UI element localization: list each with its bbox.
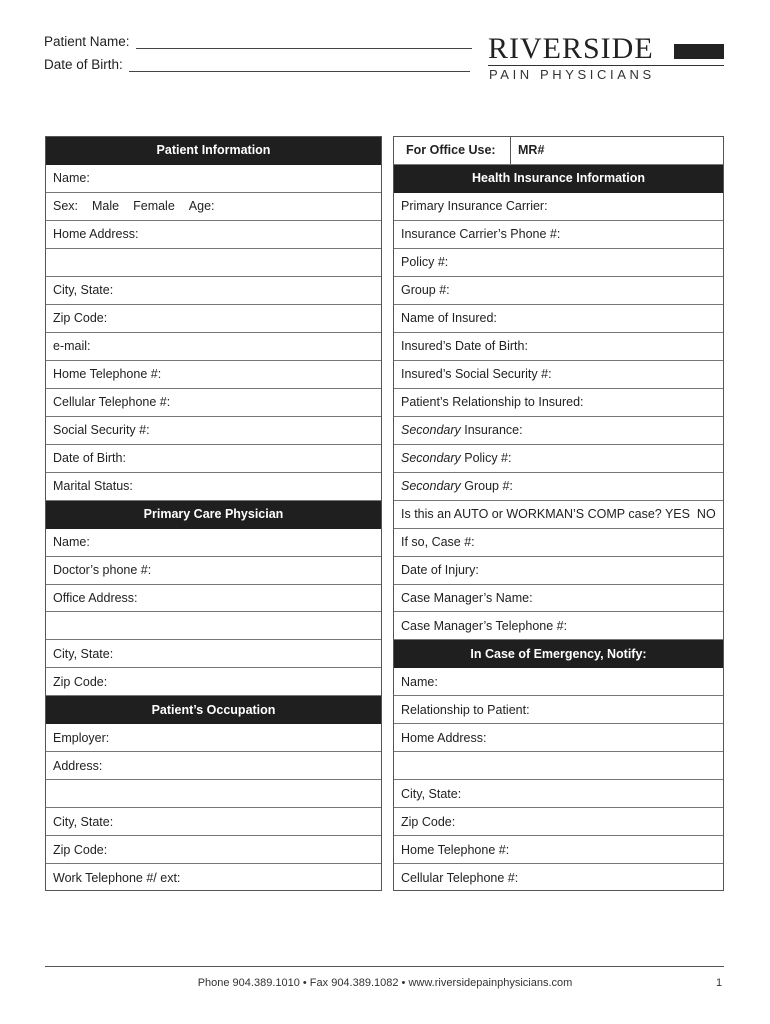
field-label: City, State: <box>53 283 114 298</box>
patient-name-line[interactable] <box>136 36 472 49</box>
sex-label: Sex: <box>53 199 79 214</box>
form-row-cellular-telephone[interactable] <box>46 389 381 417</box>
footer-contact: Phone 904.389.1010 • Fax 904.389.1082 • www.riversidepainphysicians.com <box>197 977 573 989</box>
field-label: Name: <box>53 535 90 550</box>
form-row-is-this-an-auto-or-workmans-comp-case-yes-no[interactable] <box>394 501 723 529</box>
form-row-city-state[interactable] <box>394 780 723 808</box>
form-row-group[interactable] <box>394 277 723 305</box>
form-row-home-telephone[interactable] <box>394 836 723 864</box>
form-row-insureds-date-of-birth[interactable] <box>394 333 723 361</box>
field-label: Insured’s Social Security #: <box>401 367 552 382</box>
field-label: Name: <box>401 674 438 689</box>
logo-title: RIVERSIDE <box>488 32 654 65</box>
form-row-name-of-insured[interactable] <box>394 305 723 333</box>
field-label: Doctor’s phone #: <box>53 563 152 578</box>
date-of-birth-label: Date of Birth: <box>44 57 123 72</box>
form-row-doctors-phone[interactable] <box>46 557 381 585</box>
date-of-birth-line[interactable] <box>129 59 470 72</box>
field-label: Date of Injury: <box>401 563 479 578</box>
mr-number-label: MR# <box>518 143 545 158</box>
section-header-in-case-of-emergency-notify: In Case of Emergency, Notify: <box>394 640 723 668</box>
date-of-birth-field[interactable] <box>44 57 470 72</box>
field-label: Policy #: <box>460 451 512 466</box>
field-label: Date of Birth: <box>53 451 126 466</box>
form-row-office-address[interactable] <box>46 585 381 613</box>
field-label: City, State: <box>401 786 462 801</box>
field-label: Is this an AUTO or WORKMAN’S COMP case? YES NO <box>401 507 716 522</box>
field-label: Zip Code: <box>401 814 456 829</box>
field-label: Home Address: <box>53 227 139 242</box>
footer-rule <box>45 966 724 967</box>
field-label: Zip Code: <box>53 674 108 689</box>
form-row-zip-code[interactable] <box>46 305 381 333</box>
field-label: City, State: <box>53 646 114 661</box>
form-row-secondary-group[interactable] <box>394 473 723 501</box>
age-label: Age: <box>188 199 215 214</box>
secondary-label: Secondary <box>401 479 461 494</box>
field-label: Group #: <box>401 283 450 298</box>
section-header-primary-care-physician: Primary Care Physician <box>46 501 381 529</box>
form-row-date-of-injury[interactable] <box>394 557 723 585</box>
field-label: Case Manager’s Name: <box>401 590 533 605</box>
patient-name-label: Patient Name: <box>44 34 130 49</box>
field-label: Office Address: <box>53 590 138 605</box>
form-row-blank[interactable] <box>46 780 381 808</box>
form-row-blank[interactable] <box>46 612 381 640</box>
field-label: Work Telephone #/ ext: <box>53 871 181 886</box>
form-row-address[interactable] <box>46 752 381 780</box>
form-row-if-so-case[interactable] <box>394 529 723 557</box>
patient-name-field[interactable] <box>44 34 472 49</box>
form-row-secondary-insurance[interactable] <box>394 417 723 445</box>
field-label: Address: <box>53 758 103 773</box>
field-label: Insurance Carrier’s Phone #: <box>401 227 561 242</box>
logo-bar <box>674 44 724 59</box>
logo-subtitle: PAIN PHYSICIANS <box>489 67 655 82</box>
section-header-patient-information: Patient Information <box>46 137 381 165</box>
form-row-zip-code[interactable] <box>394 808 723 836</box>
field-label: If so, Case #: <box>401 535 475 550</box>
field-label: Insurance: <box>460 423 523 438</box>
field-label: Insured’s Date of Birth: <box>401 339 528 354</box>
form-row-e-mail[interactable] <box>46 333 381 361</box>
field-label: Cellular Telephone #: <box>53 395 171 410</box>
form-row-work-telephone-ext[interactable] <box>46 864 381 892</box>
field-label: Relationship to Patient: <box>401 702 530 717</box>
left-form-column <box>45 136 382 891</box>
form-row-sex-age[interactable] <box>46 193 381 221</box>
field-label: Employer: <box>53 730 110 745</box>
form-row-cellular-telephone[interactable] <box>394 864 723 892</box>
field-label: Group #: <box>460 479 513 494</box>
field-label: Cellular Telephone #: <box>401 871 519 886</box>
form-row-insurance-carriers-phone[interactable] <box>394 221 723 249</box>
form-row-employer[interactable] <box>46 724 381 752</box>
form-row-case-managers-name[interactable] <box>394 585 723 613</box>
form-row-name[interactable] <box>46 529 381 557</box>
right-form-column <box>393 136 724 891</box>
page-number: 1 <box>716 977 723 989</box>
field-label: Home Telephone #: <box>53 367 162 382</box>
form-row-zip-code[interactable] <box>46 668 381 696</box>
field-label: Name: <box>53 171 90 186</box>
form-row-home-telephone[interactable] <box>46 361 381 389</box>
field-label: Social Security #: <box>53 423 150 438</box>
form-row-zip-code[interactable] <box>46 836 381 864</box>
field-label: Case Manager’s Telephone #: <box>401 618 568 633</box>
form-row-patients-relationship-to-insured[interactable] <box>394 389 723 417</box>
form-row-home-address[interactable] <box>394 724 723 752</box>
form-row-city-state[interactable] <box>46 808 381 836</box>
field-label: Home Telephone #: <box>401 842 510 857</box>
office-use-label: For Office Use: <box>394 137 511 164</box>
field-label: Patient’s Relationship to Insured: <box>401 395 584 410</box>
form-row-social-security[interactable] <box>46 417 381 445</box>
field-label: Name of Insured: <box>401 311 497 326</box>
female-option: Female <box>133 199 175 214</box>
form-row-marital-status[interactable] <box>46 473 381 501</box>
office-use-row <box>394 137 723 165</box>
form-row-policy[interactable] <box>394 249 723 277</box>
section-header-health-insurance-information: Health Insurance Information <box>394 165 723 193</box>
field-label: Zip Code: <box>53 842 108 857</box>
form-row-secondary-policy[interactable] <box>394 445 723 473</box>
field-label: Zip Code: <box>53 311 108 326</box>
secondary-label: Secondary <box>401 451 461 466</box>
field-label: Policy #: <box>401 255 449 270</box>
form-row-relationship-to-patient[interactable] <box>394 696 723 724</box>
form-row-name[interactable] <box>46 165 381 193</box>
form-row-blank[interactable] <box>46 249 381 277</box>
form-row-date-of-birth[interactable] <box>46 445 381 473</box>
logo-rule <box>488 65 724 66</box>
form-row-city-state[interactable] <box>46 277 381 305</box>
form-row-blank[interactable] <box>394 752 723 780</box>
field-label: Home Address: <box>401 730 487 745</box>
form-row-city-state[interactable] <box>46 640 381 668</box>
riverside-logo <box>488 32 724 88</box>
field-label: e-mail: <box>53 339 91 354</box>
field-label: City, State: <box>53 814 114 829</box>
form-row-primary-insurance-carrier[interactable] <box>394 193 723 221</box>
form-row-insureds-social-security[interactable] <box>394 361 723 389</box>
male-option: Male <box>92 199 120 214</box>
secondary-label: Secondary <box>401 423 461 438</box>
form-row-case-managers-telephone[interactable] <box>394 612 723 640</box>
field-label: Primary Insurance Carrier: <box>401 199 548 214</box>
section-header-patients-occupation: Patient’s Occupation <box>46 696 381 724</box>
form-row-home-address[interactable] <box>46 221 381 249</box>
field-label: Marital Status: <box>53 479 133 494</box>
form-row-name[interactable] <box>394 668 723 696</box>
